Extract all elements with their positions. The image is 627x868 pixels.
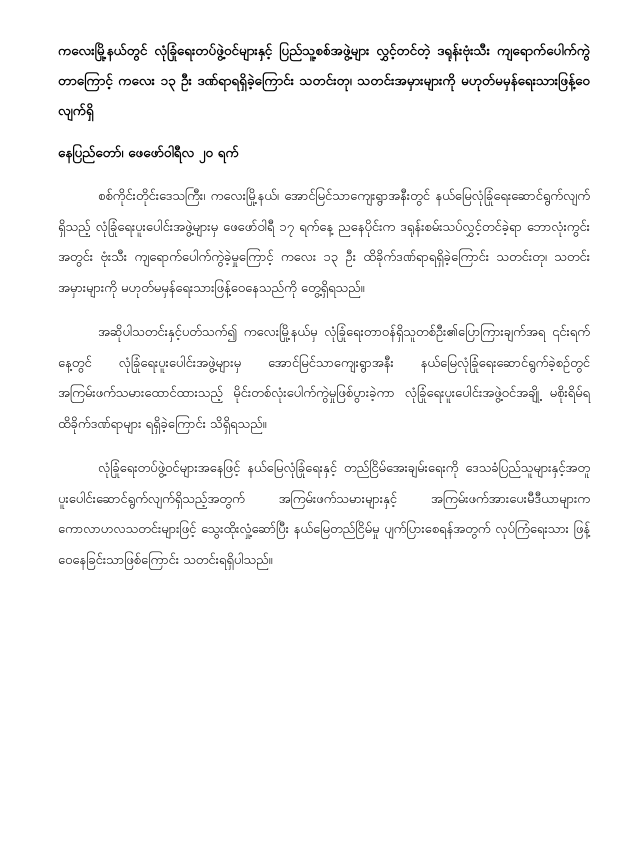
article-paragraph-2: အဆိုပါသတင်းနှင့်ပတ်သက်၍ ကလေးမြို့နယ်မှ လုံခြုံရေးတာဝန်ရှိသူတစ်ဦး၏ပြောကြားချက်အရ ၎င်းရက်နေ့တွင် လုံခြုံရေးပူးပေါင်းအဖွဲ့များမှ အောင်မြင်သာကျေးရွာအနီး နယ်မြေလုံခြုံရေးဆောင်ရွက်ခဲ့စဉ်တွင် အကြမ်းဖက်သမားထောင်ထားသည့် မိုင်းတစ်လုံးပေါက်ကွဲမှုဖြစ်ပွားခဲ့ကာ လုံခြုံရေးပူးပေါင်းအဖွဲ့ဝင်အချို့ မစိုးရိမ်ရ ထိခိုက်ဒဏ်ရာများ ရရှိခဲ့ကြောင်း သိရှိရသည်။: [58, 325, 590, 432]
article-headline: ကလေးမြို့နယ်တွင် လုံခြုံရေးတပ်ဖွဲ့ဝင်များနှင့် ပြည်သူ့စစ်အဖွဲ့များ လွှင့်တင်တဲ့ ဒရုန်းဗုံးသီး ကျရောက်ပေါက်ကွဲတာကြောင့် ကလေး ၁၃ ဦး ဒဏ်ရာရရှိခဲ့ကြောင်း သတင်းတု၊ သတင်းအမှားများကို မဟုတ်မမှန်ရေးသားဖြန့်ဝေလျက်ရှိ: [58, 43, 590, 119]
article: [58, 36, 590, 590]
article-paragraph-3: လုံခြုံရေးတပ်ဖွဲ့ဝင်များအနေဖြင့် နယ်မြေလုံခြုံရေးနှင့် တည်ငြိမ်အေးချမ်းရေးကို ဒေသခံပြည်သူများနှင့်အတူ ပူးပေါင်းဆောင်ရွက်လျက်ရှိသည့်အတွက် အကြမ်းဖက်သမားများနှင့် အကြမ်းဖက်အားပေးမီဒီယာများက ကောလာဟလသတင်းများဖြင့် သွေးထိုးလှုံ့ဆော်ပြီး နယ်မြေတည်ငြိမ်မှု ပျက်ပြားစေရန်အတွက် လုပ်ကြံရေးသား ဖြန့်ဝေနေခြင်းသာဖြစ်ကြောင်း သတင်းရရှိပါသည်။: [58, 461, 590, 568]
article-paragraph-1: စစ်ကိုင်းတိုင်းဒေသကြီး၊ ကလေးမြို့နယ်၊ အောင်မြင်သာကျေးရွာအနီးတွင် နယ်မြေလုံခြုံရေးဆောင်ရွက်လျက်ရှိသည့် လုံခြုံရေးပူးပေါင်းအဖွဲ့များမှ ဖေဖော်ဝါရီ ၁၇ ရက်နေ့ ညနေပိုင်းက ဒရုန်းစမ်းသပ်လွှင့်တင်ခဲ့ရာ ဘောလုံးကွင်းအတွင်း ဗုံးသီး ကျရောက်ပေါက်ကွဲခဲ့မှုကြောင့် ကလေး ၁၃ ဦး ထိခိုက်ဒဏ်ရာရရှိခဲ့ကြောင်း သတင်းတု၊ သတင်းအမှားများကို မဟုတ်မမှန်ရေးသားဖြန့်ဝေနေသည်ကို တွေ့ရှိရသည်။: [58, 189, 590, 296]
article-dateline: နေပြည်တော်၊ ဖေဖော်ဝါရီလ ၂၀ ရက်: [58, 145, 239, 161]
